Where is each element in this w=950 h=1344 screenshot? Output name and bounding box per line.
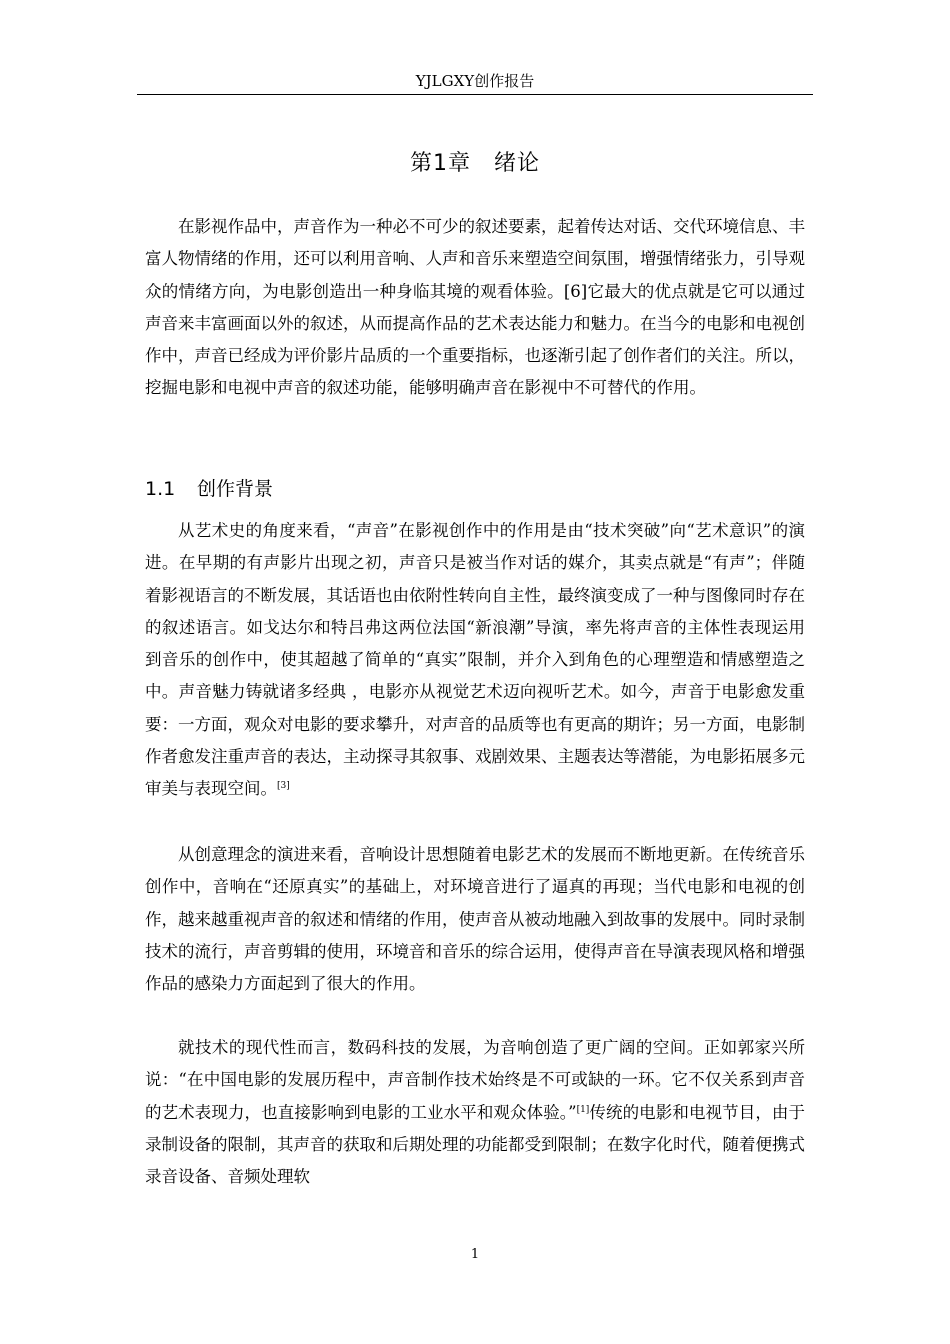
section-title: 创作背景	[197, 478, 274, 500]
paragraph-text: 传统的电影和电视节目，由于录制设备的限制，其声音的获取和后期处理的功能都受到限制；在数字化时代，随着便携式录音设备、音频处理软	[145, 1102, 806, 1187]
page-number: 1	[470, 1247, 480, 1262]
citation-ref: [3]	[277, 781, 290, 792]
section-heading	[145, 474, 805, 504]
page-footer	[0, 1246, 950, 1264]
paragraph-background-1	[145, 515, 805, 806]
page-header	[137, 70, 813, 95]
header-title: YJLGXY创作报告	[415, 72, 535, 90]
paragraph-background-2: 从创意理念的演进来看，音响设计思想随着电影艺术的发展而不断地更新。在传统音乐创作中，音响在“还原真实”的基础上，对环境音进行了逼真的再现；当代电影和电视的创作，越来越重视声音的叙述和情绪的作用，使声音从被动地融入到故事的发展中。同时录制技术的流行，声音剪辑的使用，环境音和音乐的综合运用，使得声音在导演表现风格和增强作品的感染力方面起到了很大的作用。	[145, 845, 805, 994]
paragraph-intro: 在影视作品中，声音作为一种必不可少的叙述要素，起着传达对话、交代环境信息、丰富人物情绪的作用，还可以利用音响、人声和音乐来塑造空间氛围，增强情绪张力，引导观众的情绪方向，为电影创造出一种身临其境的观看体验。[6]它最大的优点就是它可以通过声音来丰富画面以外的叙述，从而提高作品的艺术表达能力和魅力。在当今的电影和电视创作中，声音已经成为评价影片品质的一个重要指标，也逐渐引起了创作者们的关注。所以，挖掘电影和电视中声音的叙述功能，能够明确声音在影视中不可替代的作用。	[145, 217, 805, 398]
paragraph-text: 就技术的现代性而言，数码科技的发展，为音响创造了更广阔的空间。正如郭家兴所说：“在中国电影的发展历程中，声音制作技术始终是不可或缺的一环。它不仅关系到声音的艺术表现力，也直接影响到电影的工业水平和观众体验。”	[145, 1038, 805, 1122]
paragraph-text: 从艺术史的角度来看，“声音”在影视创作中的作用是由“技术突破”向“艺术意识”的演进。在早期的有声影片出现之初，声音只是被当作对话的媒介，其卖点就是“有声”；伴随着影视语言的不断发展，其话语也由依附性转向自主性，最终演变成了一种与图像同时存在的叙述语言。如戈达尔和特吕弗这两位法国“新浪潮”导演，率先将声音的主体性表现运用到音乐的创作中，使其超越了简单的“真实”限制，并介入到角色的心理塑造和情感塑造之中。声音魅力铸就诸多经典 ，电影亦从视觉艺术迈向视听艺术。如今，声音于电影愈发重要：一方面，观众对电影的要求攀升，对声音的品质等也有更高的期许；另一方面，电影制作者愈发注重声音的表达，主动探寻其叙事、戏剧效果、主题表达等潜能，为电影拓展多元审美与表现空间。	[145, 521, 805, 799]
section-number: 1.1	[145, 478, 176, 500]
chapter-title: 第1章 绪论	[410, 151, 540, 176]
paragraph-background-3	[145, 1032, 805, 1193]
citation-ref: [1]	[576, 1104, 590, 1115]
